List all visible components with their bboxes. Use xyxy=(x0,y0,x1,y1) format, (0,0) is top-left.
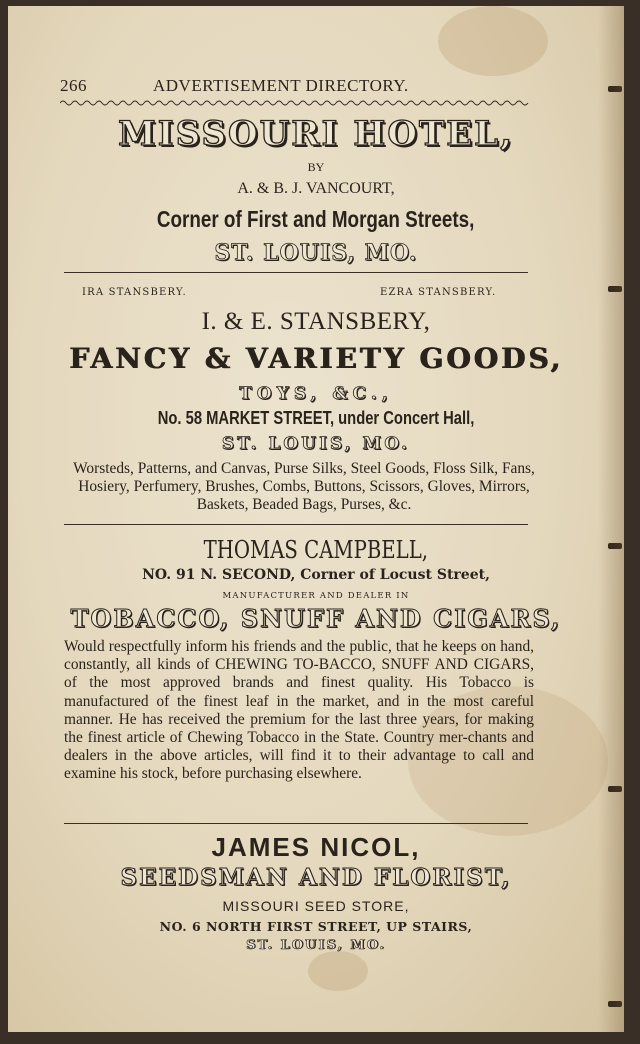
campbell-text: Would respectfully inform his friends and the public, that he keeps on hand, constantly, all kinds of CHEWING TO-BACCO, SNUFF AND CIGARS, of the most approved brands and finest quality. His Tobacco is manufactured of the finest leaf in the market, and in the most careful manner. He has received the premium for the last three years, for making the finest article of Chewing Tobacco in the State. Country mer-chants and dealers in the above articles, will find it to their advantage to call and examine his stock, before purchasing elsewhere. xyxy=(64,638,534,783)
nicol-name: JAMES NICOL, xyxy=(211,832,421,862)
stansbery-city: ST. LOUIS, MO. xyxy=(221,434,411,454)
hotel-address: Corner of First and Morgan Streets, xyxy=(157,206,475,232)
campbell-role: MANUFACTURER AND DEALER IN xyxy=(222,591,410,601)
wavy-rule xyxy=(60,99,530,107)
binding-thread xyxy=(608,543,622,549)
goods-list: Worsteds, Patterns, and Canvas, Purse Silks, Steel Goods, Floss Silk, Fans, Hosiery, Perfumery, Brushes, Combs, Buttons, Scissors, Gloves, Mirrors, Baskets, Beaded Bags, Purses, &c. xyxy=(73,460,535,514)
partner-left: IRA STANSBERY. xyxy=(82,287,187,298)
binding-thread xyxy=(608,286,622,292)
tobacco-heading: TOBACCO, SNUFF AND CIGARS, xyxy=(70,604,562,633)
binding-thread xyxy=(608,786,622,792)
nicol-address: NO. 6 NORTH FIRST STREET, UP STAIRS, xyxy=(159,919,473,934)
by-line: BY xyxy=(307,160,325,174)
page-number: 266 xyxy=(60,76,87,95)
fancy-goods-heading: FANCY & VARIETY GOODS, xyxy=(68,342,564,375)
binding-thread xyxy=(608,1001,622,1007)
campbell-name: THOMAS CAMPBELL, xyxy=(203,536,429,564)
running-title: ADVERTISEMENT DIRECTORY. xyxy=(153,76,409,95)
nicol-city: ST. LOUIS, MO. xyxy=(246,938,386,953)
paper-stain xyxy=(438,6,548,76)
stansbery-address: No. 58 MARKET STREET, under Concert Hall, xyxy=(157,408,475,428)
hotel-proprietors: A. & B. J. VANCOURT, xyxy=(237,180,395,197)
partner-right: EZRA STANSBERY. xyxy=(380,287,497,298)
divider xyxy=(64,823,528,824)
book-page xyxy=(8,6,624,1032)
binding-thread xyxy=(608,86,622,92)
firm-name: I. & E. STANSBERY, xyxy=(201,308,431,335)
toys-line: TOYS, &C., xyxy=(239,384,393,404)
divider xyxy=(64,272,528,273)
seed-store: MISSOURI SEED STORE, xyxy=(222,898,410,914)
campbell-address: NO. 91 N. SECOND, Corner of Locust Street, xyxy=(142,567,490,583)
divider xyxy=(64,524,528,525)
hotel-city: ST. LOUIS, MO. xyxy=(214,240,418,266)
hotel-name: MISSOURI HOTEL, xyxy=(118,114,514,154)
seedsman-heading: SEEDSMAN AND FLORIST, xyxy=(120,864,512,891)
paper-stain xyxy=(308,951,368,991)
